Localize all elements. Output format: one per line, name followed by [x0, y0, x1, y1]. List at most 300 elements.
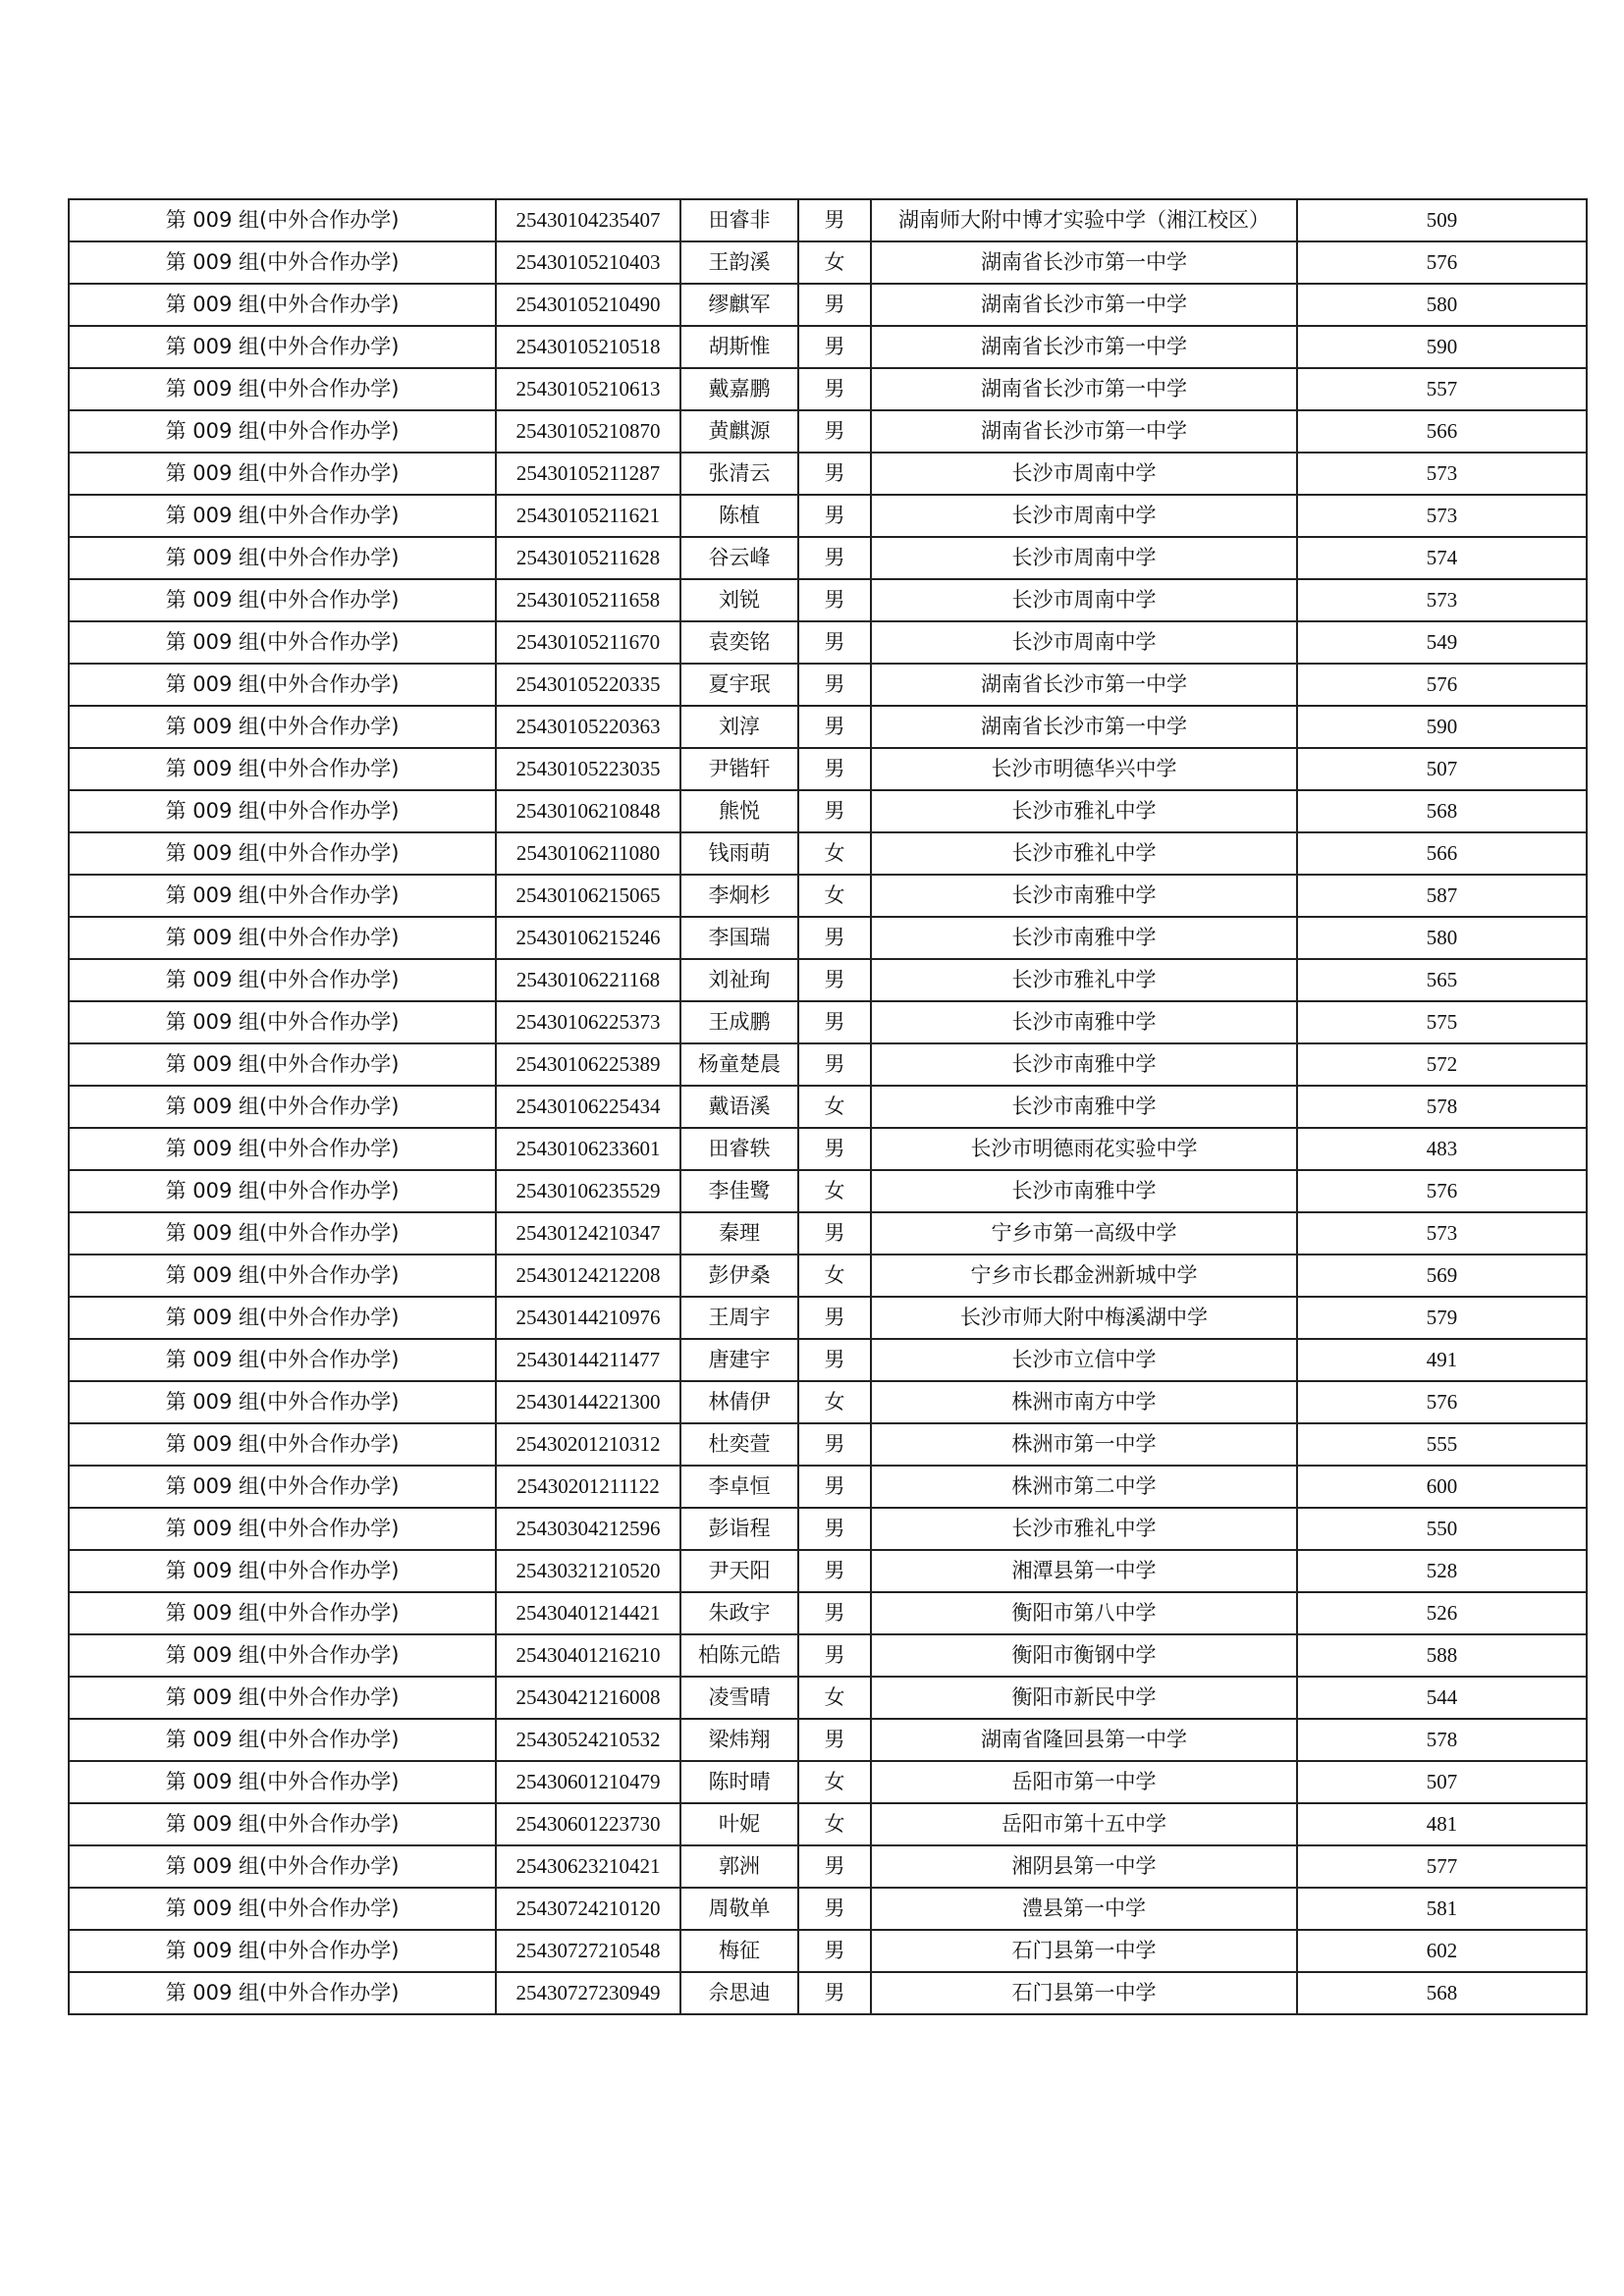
score-cell: 588 — [1297, 1634, 1587, 1677]
gender-cell: 男 — [798, 368, 871, 410]
candidate-id-cell: 25430106215065 — [496, 875, 680, 917]
table-row — [69, 706, 1587, 748]
table-row — [69, 1803, 1587, 1845]
admission-roster-table — [68, 198, 1588, 2015]
school-cell: 长沙市雅礼中学 — [871, 790, 1297, 832]
school-cell: 湖南省隆回县第一中学 — [871, 1719, 1297, 1761]
score-cell: 600 — [1297, 1466, 1587, 1508]
gender-cell: 女 — [798, 1255, 871, 1297]
gender-cell: 男 — [798, 1297, 871, 1339]
group-cell: 第 009 组(中外合作办学) — [69, 1001, 496, 1043]
group-cell: 第 009 组(中外合作办学) — [69, 1719, 496, 1761]
gender-cell: 男 — [798, 1719, 871, 1761]
candidate-id-cell: 25430104235407 — [496, 199, 680, 241]
table-row — [69, 453, 1587, 495]
gender-cell: 男 — [798, 790, 871, 832]
candidate-id-cell: 25430124212208 — [496, 1255, 680, 1297]
gender-cell: 男 — [798, 1423, 871, 1466]
gender-cell: 男 — [798, 664, 871, 706]
school-cell: 长沙市雅礼中学 — [871, 959, 1297, 1001]
group-cell: 第 009 组(中外合作办学) — [69, 790, 496, 832]
gender-cell: 男 — [798, 326, 871, 368]
school-cell: 宁乡市长郡金洲新城中学 — [871, 1255, 1297, 1297]
candidate-id-cell: 25430105210518 — [496, 326, 680, 368]
name-cell: 田睿非 — [680, 199, 798, 241]
school-cell: 长沙市周南中学 — [871, 621, 1297, 664]
name-cell: 杜奕萱 — [680, 1423, 798, 1466]
candidate-id-cell: 25430105211287 — [496, 453, 680, 495]
score-cell: 555 — [1297, 1423, 1587, 1466]
candidate-id-cell: 25430421216008 — [496, 1677, 680, 1719]
table-row — [69, 664, 1587, 706]
name-cell: 李卓恒 — [680, 1466, 798, 1508]
group-cell: 第 009 组(中外合作办学) — [69, 1677, 496, 1719]
school-cell: 长沙市南雅中学 — [871, 1043, 1297, 1086]
group-cell: 第 009 组(中外合作办学) — [69, 706, 496, 748]
group-cell: 第 009 组(中外合作办学) — [69, 1423, 496, 1466]
group-cell: 第 009 组(中外合作办学) — [69, 1761, 496, 1803]
school-cell: 湖南省长沙市第一中学 — [871, 410, 1297, 453]
group-cell: 第 009 组(中外合作办学) — [69, 1803, 496, 1845]
school-cell: 衡阳市衡钢中学 — [871, 1634, 1297, 1677]
name-cell: 郭洲 — [680, 1845, 798, 1888]
candidate-id-cell: 25430105211621 — [496, 495, 680, 537]
school-cell: 岳阳市第十五中学 — [871, 1803, 1297, 1845]
table-row — [69, 748, 1587, 790]
table-row — [69, 1761, 1587, 1803]
score-cell: 565 — [1297, 959, 1587, 1001]
gender-cell: 男 — [798, 1466, 871, 1508]
score-cell: 544 — [1297, 1677, 1587, 1719]
score-cell: 528 — [1297, 1550, 1587, 1592]
gender-cell: 男 — [798, 1592, 871, 1634]
candidate-id-cell: 25430401216210 — [496, 1634, 680, 1677]
table-row — [69, 1128, 1587, 1170]
score-cell: 573 — [1297, 453, 1587, 495]
name-cell: 黄麒源 — [680, 410, 798, 453]
table-row — [69, 1339, 1587, 1381]
name-cell: 戴嘉鹏 — [680, 368, 798, 410]
name-cell: 胡斯惟 — [680, 326, 798, 368]
score-cell: 574 — [1297, 537, 1587, 579]
score-cell: 526 — [1297, 1592, 1587, 1634]
group-cell: 第 009 组(中外合作办学) — [69, 959, 496, 1001]
gender-cell: 男 — [798, 1930, 871, 1972]
table-row — [69, 1170, 1587, 1212]
table-row — [69, 579, 1587, 621]
school-cell: 石门县第一中学 — [871, 1930, 1297, 1972]
score-cell: 580 — [1297, 284, 1587, 326]
gender-cell: 男 — [798, 1001, 871, 1043]
school-cell: 长沙市周南中学 — [871, 495, 1297, 537]
group-cell: 第 009 组(中外合作办学) — [69, 1930, 496, 1972]
table-row — [69, 1466, 1587, 1508]
score-cell: 509 — [1297, 199, 1587, 241]
school-cell: 湘阴县第一中学 — [871, 1845, 1297, 1888]
score-cell: 573 — [1297, 1212, 1587, 1255]
score-cell: 578 — [1297, 1719, 1587, 1761]
school-cell: 湖南省长沙市第一中学 — [871, 368, 1297, 410]
school-cell: 宁乡市第一高级中学 — [871, 1212, 1297, 1255]
name-cell: 李佳鹭 — [680, 1170, 798, 1212]
gender-cell: 女 — [798, 875, 871, 917]
group-cell: 第 009 组(中外合作办学) — [69, 1845, 496, 1888]
group-cell: 第 009 组(中外合作办学) — [69, 537, 496, 579]
gender-cell: 女 — [798, 1677, 871, 1719]
school-cell: 长沙市南雅中学 — [871, 1086, 1297, 1128]
gender-cell: 男 — [798, 1845, 871, 1888]
group-cell: 第 009 组(中外合作办学) — [69, 1888, 496, 1930]
name-cell: 朱政宇 — [680, 1592, 798, 1634]
table-row — [69, 410, 1587, 453]
score-cell: 590 — [1297, 706, 1587, 748]
group-cell: 第 009 组(中外合作办学) — [69, 1466, 496, 1508]
school-cell: 岳阳市第一中学 — [871, 1761, 1297, 1803]
candidate-id-cell: 25430105220335 — [496, 664, 680, 706]
candidate-id-cell: 25430105210403 — [496, 241, 680, 284]
score-cell: 481 — [1297, 1803, 1587, 1845]
gender-cell: 男 — [798, 284, 871, 326]
name-cell: 刘祉珣 — [680, 959, 798, 1001]
score-cell: 580 — [1297, 917, 1587, 959]
table-row — [69, 1043, 1587, 1086]
candidate-id-cell: 25430106210848 — [496, 790, 680, 832]
school-cell: 长沙市师大附中梅溪湖中学 — [871, 1297, 1297, 1339]
group-cell: 第 009 组(中外合作办学) — [69, 748, 496, 790]
school-cell: 衡阳市新民中学 — [871, 1677, 1297, 1719]
candidate-id-cell: 25430623210421 — [496, 1845, 680, 1888]
name-cell: 柏陈元皓 — [680, 1634, 798, 1677]
candidate-id-cell: 25430105210870 — [496, 410, 680, 453]
score-cell: 569 — [1297, 1255, 1587, 1297]
candidate-id-cell: 25430601210479 — [496, 1761, 680, 1803]
score-cell: 581 — [1297, 1888, 1587, 1930]
group-cell: 第 009 组(中外合作办学) — [69, 621, 496, 664]
score-cell: 602 — [1297, 1930, 1587, 1972]
school-cell: 湘潭县第一中学 — [871, 1550, 1297, 1592]
gender-cell: 男 — [798, 706, 871, 748]
group-cell: 第 009 组(中外合作办学) — [69, 1128, 496, 1170]
name-cell: 李国瑞 — [680, 917, 798, 959]
name-cell: 陈时晴 — [680, 1761, 798, 1803]
table-row — [69, 1930, 1587, 1972]
candidate-id-cell: 25430106225434 — [496, 1086, 680, 1128]
score-cell: 507 — [1297, 748, 1587, 790]
gender-cell: 女 — [798, 1170, 871, 1212]
school-cell: 澧县第一中学 — [871, 1888, 1297, 1930]
group-cell: 第 009 组(中外合作办学) — [69, 1086, 496, 1128]
group-cell: 第 009 组(中外合作办学) — [69, 1634, 496, 1677]
score-cell: 576 — [1297, 664, 1587, 706]
school-cell: 湖南省长沙市第一中学 — [871, 326, 1297, 368]
school-cell: 长沙市雅礼中学 — [871, 832, 1297, 875]
candidate-id-cell: 25430106225389 — [496, 1043, 680, 1086]
roster-body — [69, 199, 1587, 2014]
name-cell: 梁炜翔 — [680, 1719, 798, 1761]
name-cell: 王韵溪 — [680, 241, 798, 284]
candidate-id-cell: 25430105223035 — [496, 748, 680, 790]
candidate-id-cell: 25430724210120 — [496, 1888, 680, 1930]
score-cell: 576 — [1297, 1170, 1587, 1212]
candidate-id-cell: 25430727230949 — [496, 1972, 680, 2014]
school-cell: 长沙市明德华兴中学 — [871, 748, 1297, 790]
name-cell: 尹天阳 — [680, 1550, 798, 1592]
school-cell: 湖南省长沙市第一中学 — [871, 706, 1297, 748]
candidate-id-cell: 25430524210532 — [496, 1719, 680, 1761]
group-cell: 第 009 组(中外合作办学) — [69, 326, 496, 368]
name-cell: 彭诣程 — [680, 1508, 798, 1550]
name-cell: 唐建宇 — [680, 1339, 798, 1381]
name-cell: 戴语溪 — [680, 1086, 798, 1128]
table-row — [69, 1592, 1587, 1634]
candidate-id-cell: 25430106215246 — [496, 917, 680, 959]
gender-cell: 男 — [798, 537, 871, 579]
table-row — [69, 1255, 1587, 1297]
school-cell: 长沙市明德雨花实验中学 — [871, 1128, 1297, 1170]
candidate-id-cell: 25430106221168 — [496, 959, 680, 1001]
name-cell: 佘思迪 — [680, 1972, 798, 2014]
school-cell: 湖南省长沙市第一中学 — [871, 284, 1297, 326]
group-cell: 第 009 组(中外合作办学) — [69, 1255, 496, 1297]
table-row — [69, 326, 1587, 368]
score-cell: 572 — [1297, 1043, 1587, 1086]
table-row — [69, 1297, 1587, 1339]
table-row — [69, 495, 1587, 537]
gender-cell: 女 — [798, 241, 871, 284]
table-row — [69, 832, 1587, 875]
group-cell: 第 009 组(中外合作办学) — [69, 1592, 496, 1634]
score-cell: 483 — [1297, 1128, 1587, 1170]
name-cell: 叶妮 — [680, 1803, 798, 1845]
score-cell: 568 — [1297, 1972, 1587, 2014]
gender-cell: 男 — [798, 199, 871, 241]
group-cell: 第 009 组(中外合作办学) — [69, 1508, 496, 1550]
name-cell: 熊悦 — [680, 790, 798, 832]
name-cell: 杨童楚晨 — [680, 1043, 798, 1086]
name-cell: 周敬单 — [680, 1888, 798, 1930]
table-row — [69, 1719, 1587, 1761]
table-row — [69, 1550, 1587, 1592]
score-cell: 575 — [1297, 1001, 1587, 1043]
gender-cell: 女 — [798, 1086, 871, 1128]
gender-cell: 男 — [798, 1972, 871, 2014]
name-cell: 张清云 — [680, 453, 798, 495]
score-cell: 491 — [1297, 1339, 1587, 1381]
table-row — [69, 1001, 1587, 1043]
name-cell: 秦理 — [680, 1212, 798, 1255]
candidate-id-cell: 25430105211658 — [496, 579, 680, 621]
name-cell: 王周宇 — [680, 1297, 798, 1339]
score-cell: 568 — [1297, 790, 1587, 832]
group-cell: 第 009 组(中外合作办学) — [69, 410, 496, 453]
group-cell: 第 009 组(中外合作办学) — [69, 1212, 496, 1255]
name-cell: 袁奕铭 — [680, 621, 798, 664]
candidate-id-cell: 25430727210548 — [496, 1930, 680, 1972]
gender-cell: 男 — [798, 1634, 871, 1677]
candidate-id-cell: 25430201211122 — [496, 1466, 680, 1508]
score-cell: 573 — [1297, 579, 1587, 621]
gender-cell: 男 — [798, 1212, 871, 1255]
name-cell: 夏宇珉 — [680, 664, 798, 706]
school-cell: 长沙市南雅中学 — [871, 875, 1297, 917]
candidate-id-cell: 25430201210312 — [496, 1423, 680, 1466]
group-cell: 第 009 组(中外合作办学) — [69, 1043, 496, 1086]
gender-cell: 男 — [798, 621, 871, 664]
school-cell: 石门县第一中学 — [871, 1972, 1297, 2014]
gender-cell: 男 — [798, 1043, 871, 1086]
score-cell: 577 — [1297, 1845, 1587, 1888]
gender-cell: 男 — [798, 410, 871, 453]
gender-cell: 男 — [798, 1550, 871, 1592]
school-cell: 长沙市南雅中学 — [871, 1170, 1297, 1212]
score-cell: 576 — [1297, 241, 1587, 284]
candidate-id-cell: 25430124210347 — [496, 1212, 680, 1255]
school-cell: 株洲市第一中学 — [871, 1423, 1297, 1466]
table-row — [69, 959, 1587, 1001]
name-cell: 凌雪晴 — [680, 1677, 798, 1719]
group-cell: 第 009 组(中外合作办学) — [69, 1170, 496, 1212]
name-cell: 尹锴轩 — [680, 748, 798, 790]
candidate-id-cell: 25430106225373 — [496, 1001, 680, 1043]
candidate-id-cell: 25430106235529 — [496, 1170, 680, 1212]
gender-cell: 女 — [798, 1803, 871, 1845]
score-cell: 590 — [1297, 326, 1587, 368]
table-row — [69, 1845, 1587, 1888]
school-cell: 长沙市周南中学 — [871, 537, 1297, 579]
gender-cell: 男 — [798, 748, 871, 790]
school-cell: 湖南省长沙市第一中学 — [871, 664, 1297, 706]
group-cell: 第 009 组(中外合作办学) — [69, 875, 496, 917]
gender-cell: 男 — [798, 579, 871, 621]
table-row — [69, 1634, 1587, 1677]
group-cell: 第 009 组(中外合作办学) — [69, 368, 496, 410]
table-row — [69, 368, 1587, 410]
gender-cell: 男 — [798, 917, 871, 959]
group-cell: 第 009 组(中外合作办学) — [69, 1297, 496, 1339]
candidate-id-cell: 25430401214421 — [496, 1592, 680, 1634]
table-row — [69, 621, 1587, 664]
score-cell: 566 — [1297, 832, 1587, 875]
score-cell: 549 — [1297, 621, 1587, 664]
group-cell: 第 009 组(中外合作办学) — [69, 241, 496, 284]
school-cell: 长沙市周南中学 — [871, 453, 1297, 495]
school-cell: 湖南省长沙市第一中学 — [871, 241, 1297, 284]
group-cell: 第 009 组(中外合作办学) — [69, 1972, 496, 2014]
name-cell: 缪麒军 — [680, 284, 798, 326]
score-cell: 579 — [1297, 1297, 1587, 1339]
group-cell: 第 009 组(中外合作办学) — [69, 579, 496, 621]
name-cell: 陈植 — [680, 495, 798, 537]
name-cell: 田睿轶 — [680, 1128, 798, 1170]
group-cell: 第 009 组(中外合作办学) — [69, 199, 496, 241]
group-cell: 第 009 组(中外合作办学) — [69, 832, 496, 875]
table-row — [69, 241, 1587, 284]
candidate-id-cell: 25430144221300 — [496, 1381, 680, 1423]
school-cell: 长沙市雅礼中学 — [871, 1508, 1297, 1550]
gender-cell: 女 — [798, 1761, 871, 1803]
school-cell: 株洲市第二中学 — [871, 1466, 1297, 1508]
school-cell: 湖南师大附中博才实验中学（湘江校区） — [871, 199, 1297, 241]
gender-cell: 男 — [798, 959, 871, 1001]
table-row — [69, 537, 1587, 579]
school-cell: 长沙市南雅中学 — [871, 917, 1297, 959]
table-row — [69, 199, 1587, 241]
table-row — [69, 1212, 1587, 1255]
score-cell: 557 — [1297, 368, 1587, 410]
candidate-id-cell: 25430601223730 — [496, 1803, 680, 1845]
candidate-id-cell: 25430144211477 — [496, 1339, 680, 1381]
school-cell: 衡阳市第八中学 — [871, 1592, 1297, 1634]
candidate-id-cell: 25430304212596 — [496, 1508, 680, 1550]
table-row — [69, 790, 1587, 832]
table-row — [69, 1888, 1587, 1930]
table-row — [69, 917, 1587, 959]
gender-cell: 男 — [798, 1888, 871, 1930]
score-cell: 550 — [1297, 1508, 1587, 1550]
group-cell: 第 009 组(中外合作办学) — [69, 1550, 496, 1592]
group-cell: 第 009 组(中外合作办学) — [69, 284, 496, 326]
score-cell: 576 — [1297, 1381, 1587, 1423]
gender-cell: 男 — [798, 453, 871, 495]
school-cell: 株洲市南方中学 — [871, 1381, 1297, 1423]
school-cell: 长沙市南雅中学 — [871, 1001, 1297, 1043]
gender-cell: 男 — [798, 1339, 871, 1381]
gender-cell: 男 — [798, 1128, 871, 1170]
group-cell: 第 009 组(中外合作办学) — [69, 917, 496, 959]
candidate-id-cell: 25430106233601 — [496, 1128, 680, 1170]
candidate-id-cell: 25430105210613 — [496, 368, 680, 410]
score-cell: 578 — [1297, 1086, 1587, 1128]
candidate-id-cell: 25430106211080 — [496, 832, 680, 875]
group-cell: 第 009 组(中外合作办学) — [69, 664, 496, 706]
candidate-id-cell: 25430144210976 — [496, 1297, 680, 1339]
table-row — [69, 1381, 1587, 1423]
table-row — [69, 284, 1587, 326]
table-row — [69, 1423, 1587, 1466]
candidate-id-cell: 25430321210520 — [496, 1550, 680, 1592]
table-row — [69, 1508, 1587, 1550]
name-cell: 李炯杉 — [680, 875, 798, 917]
group-cell: 第 009 组(中外合作办学) — [69, 495, 496, 537]
table-row — [69, 1677, 1587, 1719]
school-cell: 长沙市周南中学 — [871, 579, 1297, 621]
score-cell: 566 — [1297, 410, 1587, 453]
name-cell: 王成鹏 — [680, 1001, 798, 1043]
name-cell: 梅征 — [680, 1930, 798, 1972]
group-cell: 第 009 组(中外合作办学) — [69, 1381, 496, 1423]
candidate-id-cell: 25430105211628 — [496, 537, 680, 579]
score-cell: 507 — [1297, 1761, 1587, 1803]
score-cell: 587 — [1297, 875, 1587, 917]
name-cell: 谷云峰 — [680, 537, 798, 579]
gender-cell: 男 — [798, 1508, 871, 1550]
name-cell: 钱雨萌 — [680, 832, 798, 875]
gender-cell: 女 — [798, 832, 871, 875]
gender-cell: 男 — [798, 495, 871, 537]
candidate-id-cell: 25430105211670 — [496, 621, 680, 664]
group-cell: 第 009 组(中外合作办学) — [69, 1339, 496, 1381]
group-cell: 第 009 组(中外合作办学) — [69, 453, 496, 495]
school-cell: 长沙市立信中学 — [871, 1339, 1297, 1381]
table-row — [69, 1086, 1587, 1128]
name-cell: 林倩伊 — [680, 1381, 798, 1423]
candidate-id-cell: 25430105220363 — [496, 706, 680, 748]
table-row — [69, 1972, 1587, 2014]
gender-cell: 女 — [798, 1381, 871, 1423]
score-cell: 573 — [1297, 495, 1587, 537]
name-cell: 彭伊桑 — [680, 1255, 798, 1297]
candidate-id-cell: 25430105210490 — [496, 284, 680, 326]
